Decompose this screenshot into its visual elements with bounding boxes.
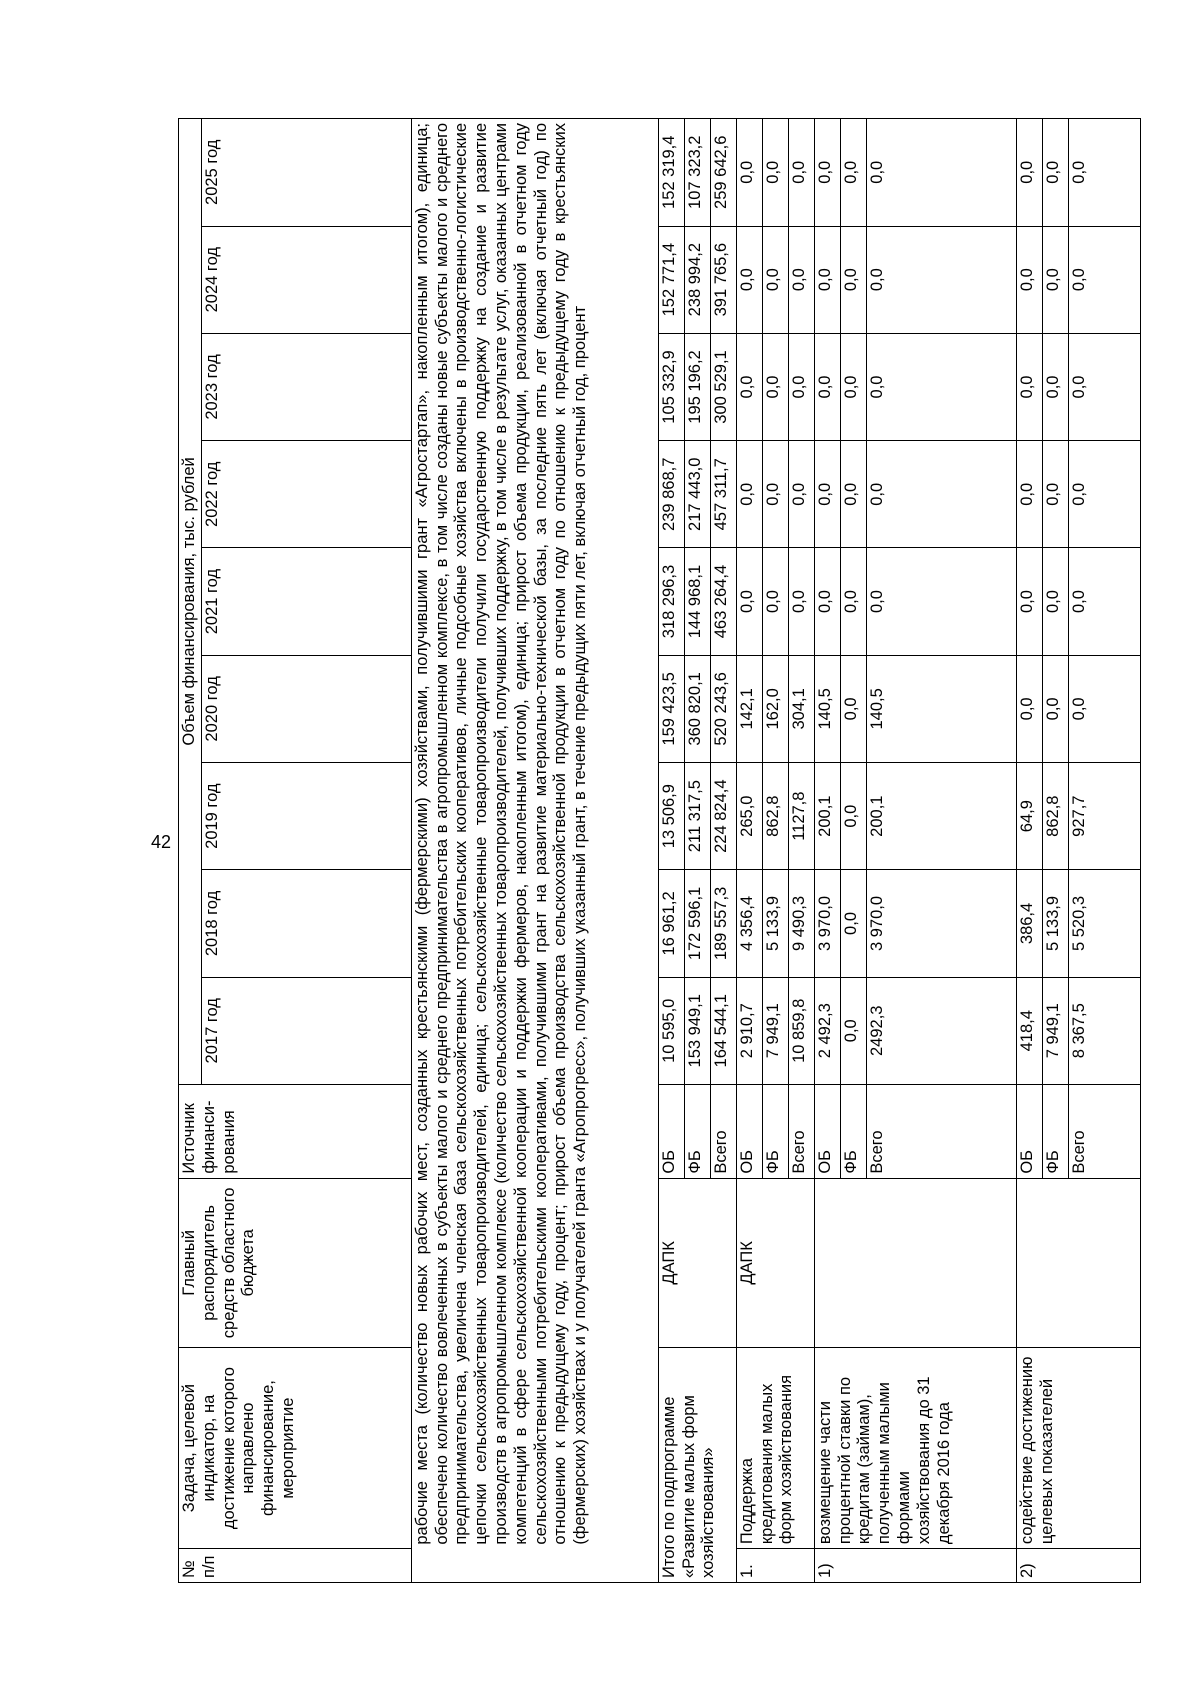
row-value: 0,0	[788, 441, 814, 548]
row-num: 1.	[736, 1549, 814, 1583]
row-source: Всего	[710, 1084, 736, 1178]
row-value: 0,0	[788, 226, 814, 333]
row-value: 304,1	[788, 655, 814, 762]
row-value: 0,0	[788, 119, 814, 227]
row-value: 238 994,2	[684, 226, 710, 333]
row-value: 0,0	[814, 226, 840, 333]
row-value: 0,0	[736, 119, 762, 227]
row-value: 172 596,1	[684, 870, 710, 977]
header-year: 2021 год	[201, 548, 411, 655]
table-row	[1016, 119, 1042, 1583]
row-value: 0,0	[788, 333, 814, 440]
row-value: 211 317,5	[684, 763, 710, 870]
row-value: 0,0	[736, 441, 762, 548]
row-source: Всего	[1068, 1084, 1140, 1178]
header-year: 2024 год	[201, 226, 411, 333]
row-value: 391 765,6	[710, 226, 736, 333]
row-value: 0,0	[1042, 441, 1068, 548]
row-value: 259 642,6	[710, 119, 736, 227]
row-value: 0,0	[814, 441, 840, 548]
row-admin: ДАПК	[658, 1178, 736, 1347]
row-value: 457 311,7	[710, 441, 736, 548]
table-row	[658, 119, 684, 1583]
row-value: 300 529,1	[710, 333, 736, 440]
row-value: 2 492,3	[814, 977, 840, 1084]
row-value: 64,9	[1016, 763, 1042, 870]
row-value: 0,0	[762, 548, 788, 655]
header-volume: Объем финансирования, тыс. рублей	[179, 119, 202, 1085]
row-value: 0,0	[814, 119, 840, 227]
header-year: 2020 год	[201, 655, 411, 762]
row-value: 3 970,0	[814, 870, 840, 977]
header-source: Источник финанси-рования	[179, 1084, 412, 1178]
row-value: 862,8	[762, 763, 788, 870]
row-source: ФБ	[1042, 1084, 1068, 1178]
row-value: 0,0	[840, 226, 866, 333]
indicator-num-cell	[411, 1549, 658, 1583]
row-value: 0,0	[1068, 333, 1140, 440]
row-value: 0,0	[1042, 333, 1068, 440]
row-value: 3 970,0	[866, 870, 1016, 977]
row-value: 0,0	[736, 333, 762, 440]
row-name: возмещение части процентной ставки по кредитам (займам), полученным малыми формами хозяйствования до 31 декабря 2016 года	[814, 1348, 1016, 1549]
row-value: 0,0	[840, 763, 866, 870]
row-value: 862,8	[1042, 763, 1068, 870]
row-value: 0,0	[1016, 441, 1042, 548]
header-task: Задача, целевой индикатор, на достижение которого направлено финансирование, мероприятие	[179, 1348, 412, 1549]
row-value: 7 949,1	[762, 977, 788, 1084]
row-value: 159 423,5	[658, 655, 684, 762]
row-value: 200,1	[866, 763, 1016, 870]
row-value: 927,7	[1068, 763, 1140, 870]
row-value: 7 949,1	[1042, 977, 1068, 1084]
row-value: 520 243,6	[710, 655, 736, 762]
rotated-page	[178, 118, 1143, 1583]
row-value: 224 824,4	[710, 763, 736, 870]
row-value: 9 490,3	[788, 870, 814, 977]
row-value: 152 771,4	[658, 226, 684, 333]
row-name: содействие достижению целевых показателей	[1016, 1348, 1140, 1549]
row-value: 152 319,4	[658, 119, 684, 227]
row-value: 0,0	[762, 441, 788, 548]
row-value: 13 506,9	[658, 763, 684, 870]
row-value: 0,0	[762, 333, 788, 440]
row-value: 0,0	[866, 548, 1016, 655]
row-source: ОБ	[814, 1084, 840, 1178]
row-value: 0,0	[814, 548, 840, 655]
row-value: 16 961,2	[658, 870, 684, 977]
row-value: 0,0	[866, 119, 1016, 227]
row-value: 200,1	[814, 763, 840, 870]
row-value: 10 859,8	[788, 977, 814, 1084]
row-num: 1)	[814, 1549, 1016, 1583]
row-value: 144 968,1	[684, 548, 710, 655]
table-row	[814, 119, 840, 1583]
row-value: 0,0	[866, 441, 1016, 548]
row-value: 0,0	[736, 548, 762, 655]
row-value: 4 356,4	[736, 870, 762, 977]
row-value: 0,0	[1042, 119, 1068, 227]
header-admin: Главный распорядитель средств областного бюджета	[179, 1178, 412, 1347]
row-value: 0,0	[866, 333, 1016, 440]
row-value: 0,0	[840, 977, 866, 1084]
header-num: № п/п	[179, 1549, 412, 1583]
row-value: 0,0	[840, 548, 866, 655]
row-value: 162,0	[762, 655, 788, 762]
row-value: 360 820,1	[684, 655, 710, 762]
row-num: 2)	[1016, 1549, 1140, 1583]
row-source: ФБ	[762, 1084, 788, 1178]
row-value: 107 323,2	[684, 119, 710, 227]
row-value: 0,0	[736, 226, 762, 333]
row-source: Всего	[788, 1084, 814, 1178]
header-year: 2017 год	[201, 977, 411, 1084]
row-value: 0,0	[1068, 226, 1140, 333]
indicator-text: рабочие места (количество новых рабочих мест, созданных крестьянскими (фермерскими) хозяйствами, получившими грант «Агростартап», накопленным итогом), единица; обеспечено количество вовлеченных в субъекты малого и среднего предпринимательства в агропромышленном комплексе, в том числе созданы новые субъекты малого и среднего предпринимательства, увеличена членская база сельскохозяйственных потребительских кооперативов, личные подсобные хозяйства включены в производственно-логистические цепочки сельскохозяйственных товаропроизводителей, единица; сельскохозяйственные товаропроизводители получили государственную поддержку на создание и развитие производств в агропромышленном комплексе (количество сельскохозяйственных товаропроизводителей, получивших поддержку, в том числе в результате услуг, оказанных центрами компетенций в сфере сельскохозяйственной кооперации и поддержки фермеров, накопленным итогом), единица; прирост объема продукции, реализованной в отчетном году сельскохозяйственными потребительскими кооперативами, получившими грант на развитие материально-технической базы, за последние пять лет (включая отчетный год) по отношению к предыдущему году, процент; прирост объема производства сельскохозяйственной продукции в отчетном году по отношению к предыдущему году в крестьянских (фермерских) хозяйствах и у получателей гранта «Агропрогресс», получивших указанный грант, в течение предыдущих пяти лет, включая отчетный год, процент	[411, 119, 658, 1549]
row-source: ОБ	[1016, 1084, 1042, 1178]
row-value: 195 196,2	[684, 333, 710, 440]
row-value: 153 949,1	[684, 977, 710, 1084]
row-value: 0,0	[1016, 333, 1042, 440]
row-source: ОБ	[736, 1084, 762, 1178]
row-value: 10 595,0	[658, 977, 684, 1084]
row-value: 2492,3	[866, 977, 1016, 1084]
row-value: 189 557,3	[710, 870, 736, 977]
row-source: ФБ	[840, 1084, 866, 1178]
row-value: 0,0	[840, 655, 866, 762]
header-year: 2025 год	[201, 119, 411, 227]
row-admin	[814, 1178, 1016, 1347]
row-value: 418,4	[1016, 977, 1042, 1084]
table-row	[736, 119, 762, 1583]
row-value: 386,4	[1016, 870, 1042, 977]
row-admin: ДАПК	[736, 1178, 814, 1347]
row-value: 0,0	[788, 548, 814, 655]
row-value: 265,0	[736, 763, 762, 870]
row-value: 0,0	[762, 119, 788, 227]
row-value: 0,0	[1042, 655, 1068, 762]
row-value: 0,0	[762, 226, 788, 333]
row-value: 0,0	[840, 441, 866, 548]
row-value: 5 133,9	[1042, 870, 1068, 977]
row-admin	[1016, 1178, 1140, 1347]
row-value: 217 443,0	[684, 441, 710, 548]
row-value: 0,0	[1068, 548, 1140, 655]
row-value: 0,0	[840, 333, 866, 440]
row-value: 164 544,1	[710, 977, 736, 1084]
row-value: 8 367,5	[1068, 977, 1140, 1084]
row-value: 0,0	[840, 870, 866, 977]
row-value: 0,0	[840, 119, 866, 227]
row-value: 0,0	[1016, 119, 1042, 227]
header-year: 2023 год	[201, 333, 411, 440]
header-year: 2018 год	[201, 870, 411, 977]
row-value: 0,0	[1016, 548, 1042, 655]
row-value: 0,0	[1068, 441, 1140, 548]
row-value: 0,0	[814, 333, 840, 440]
row-value: 2 910,7	[736, 977, 762, 1084]
row-value: 0,0	[1016, 655, 1042, 762]
row-name: Итого по подпрограмме «Развитие малых форм хозяйствования»	[658, 1348, 736, 1583]
row-value: 142,1	[736, 655, 762, 762]
row-source: ОБ	[658, 1084, 684, 1178]
row-value: 0,0	[1042, 226, 1068, 333]
row-value: 0,0	[1042, 548, 1068, 655]
row-source: ФБ	[684, 1084, 710, 1178]
row-value: 5 133,9	[762, 870, 788, 977]
row-value: 0,0	[1016, 226, 1042, 333]
row-name: Поддержка кредитования малых форм хозяйствования	[736, 1348, 814, 1549]
row-value: 0,0	[866, 226, 1016, 333]
row-value: 0,0	[1068, 119, 1140, 227]
row-value: 463 264,4	[710, 548, 736, 655]
row-value: 140,5	[866, 655, 1016, 762]
financing-table	[178, 118, 1141, 1583]
page-number: 42	[150, 832, 172, 852]
row-value: 0,0	[1068, 655, 1140, 762]
row-value: 318 296,3	[658, 548, 684, 655]
row-value: 140,5	[814, 655, 840, 762]
row-value: 239 868,7	[658, 441, 684, 548]
row-source: Всего	[866, 1084, 1016, 1178]
row-value: 5 520,3	[1068, 870, 1140, 977]
row-value: 105 332,9	[658, 333, 684, 440]
row-value: 1127,8	[788, 763, 814, 870]
header-year: 2022 год	[201, 441, 411, 548]
header-year: 2019 год	[201, 763, 411, 870]
